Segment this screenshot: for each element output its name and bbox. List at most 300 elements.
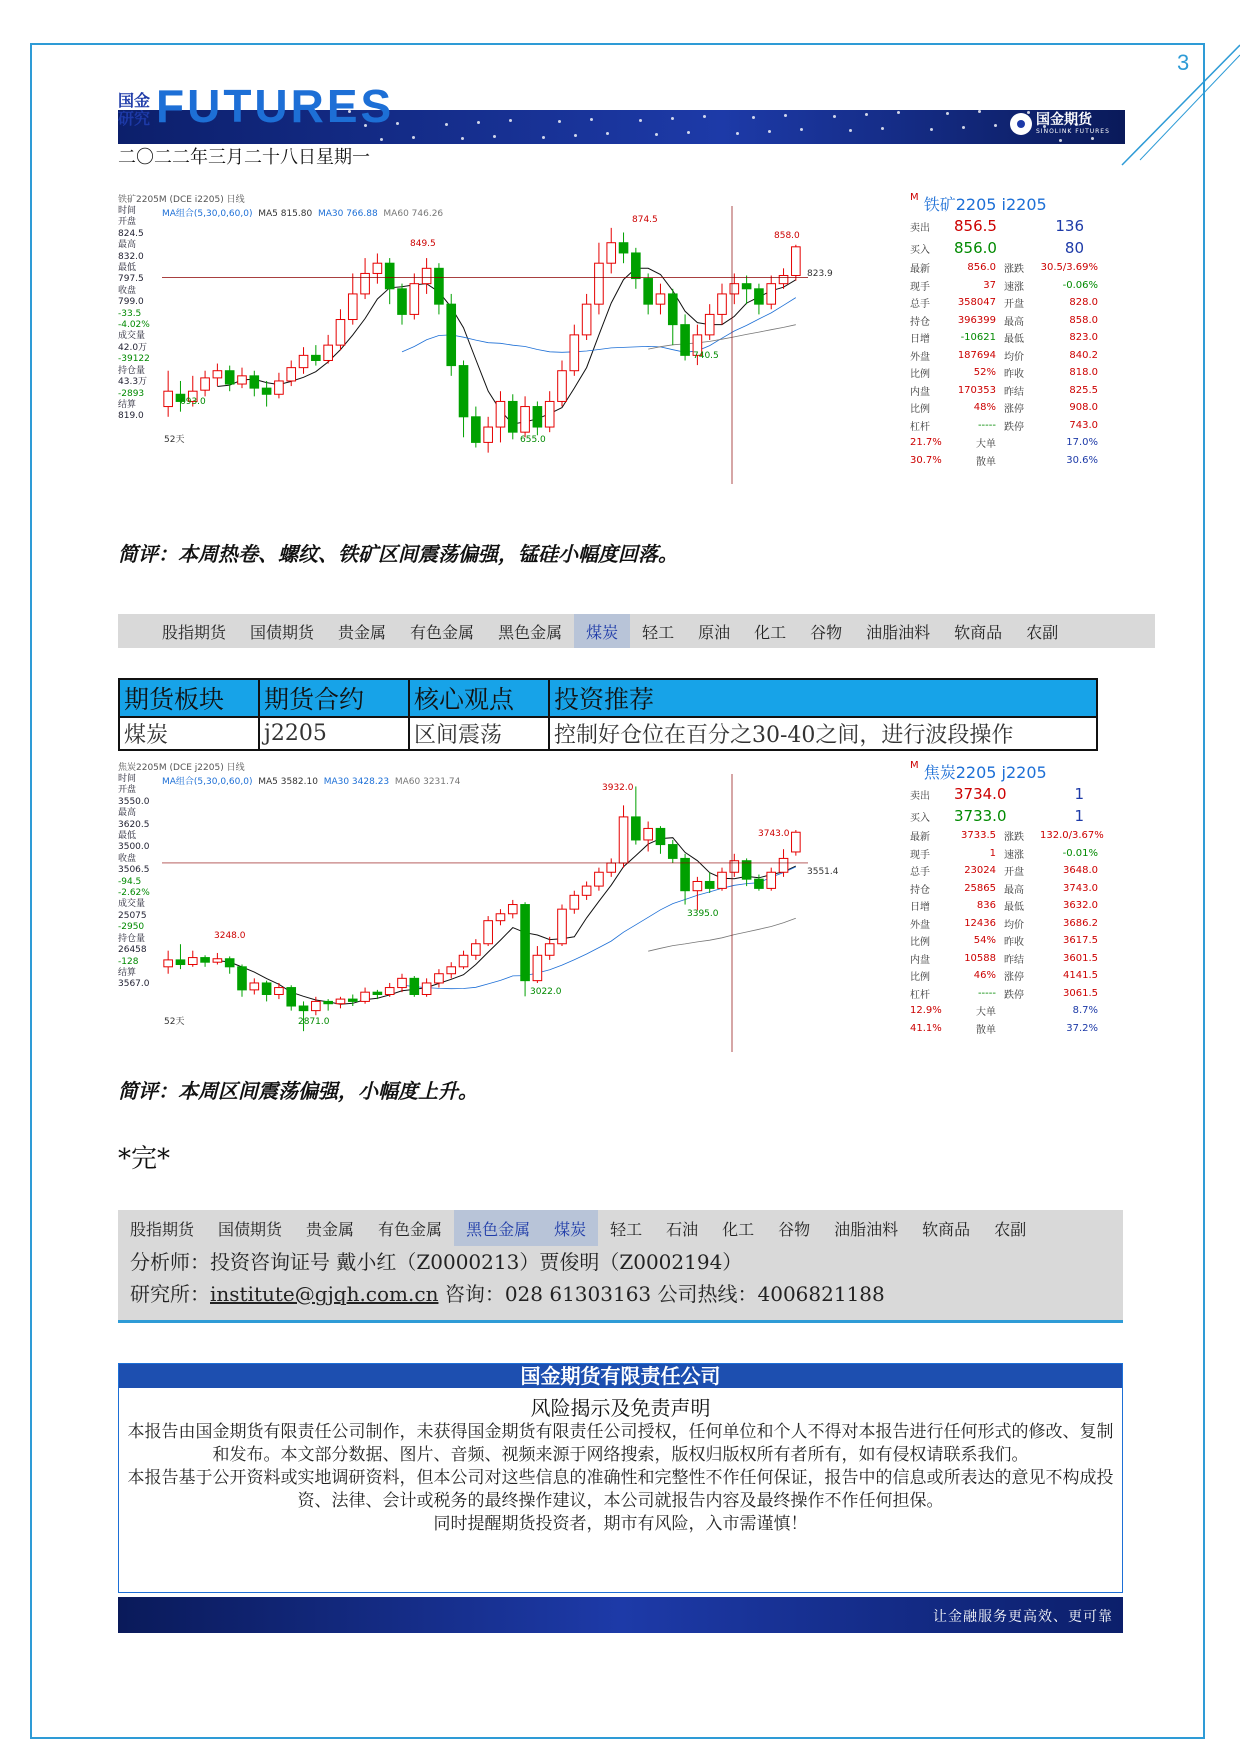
candle bbox=[533, 401, 542, 435]
candle bbox=[398, 284, 407, 325]
candle bbox=[324, 335, 333, 364]
candle bbox=[238, 368, 247, 388]
star-dot bbox=[849, 129, 852, 132]
sector-tabbar-2 bbox=[118, 1210, 1123, 1246]
quote-label: 买入 bbox=[910, 244, 930, 256]
stat-value: ----- bbox=[977, 419, 996, 431]
table-cell: 区间震荡 bbox=[409, 717, 549, 750]
candle bbox=[275, 983, 284, 999]
candle bbox=[250, 978, 259, 994]
quote-label: 买入 bbox=[910, 812, 930, 824]
tab-12[interactable]: 农副 bbox=[994, 1219, 1027, 1239]
candle bbox=[472, 407, 481, 448]
stat-value: 187694 bbox=[957, 349, 996, 361]
candle bbox=[459, 951, 468, 969]
candle bbox=[435, 263, 444, 314]
ohlc-value: 结算 bbox=[118, 967, 137, 978]
order-flow-row bbox=[910, 452, 1102, 470]
candle bbox=[792, 245, 801, 281]
stat-value: 825.5 bbox=[1069, 384, 1098, 396]
chart-label: 3743.0 bbox=[758, 829, 790, 839]
tab-9[interactable]: 谷物 bbox=[778, 1219, 811, 1239]
tab-6[interactable]: 轻工 bbox=[610, 1219, 643, 1239]
candle bbox=[422, 978, 431, 996]
stat-value: 743.0 bbox=[1069, 419, 1098, 431]
stat-label: 日增 bbox=[910, 902, 930, 914]
star-dot bbox=[768, 130, 771, 133]
candle bbox=[312, 345, 321, 365]
candle bbox=[324, 999, 333, 1011]
star-dot bbox=[994, 124, 997, 127]
candle bbox=[508, 900, 517, 918]
page-number: 3 bbox=[1177, 50, 1190, 75]
star-dot bbox=[703, 115, 706, 118]
ohlc-value: 最高 bbox=[118, 240, 137, 251]
quote-stat-row bbox=[910, 862, 1102, 880]
candle bbox=[619, 805, 628, 867]
disclaimer-p2: 本报告基于公开资料或实地调研资料，但本公司对这些信息的准确性和完整性不作任何保证，报告中的信息或所表达的意见不构成投资、法律、会计或税务的最终操作建议，本公司就报告内容及最终操作不作任何担保。 bbox=[127, 1468, 1114, 1511]
quote-price: 856.0 bbox=[954, 239, 997, 257]
table-header: 期货板块 bbox=[119, 679, 259, 717]
quote-price: 3734.0 bbox=[954, 785, 1007, 803]
ohlc-value: 819.0 bbox=[118, 411, 144, 422]
logo-cn: 国金 研究 bbox=[118, 91, 151, 128]
candlestick-plot bbox=[162, 206, 1002, 484]
tab-9[interactable]: 谷物 bbox=[810, 622, 843, 642]
stat-label: 比例 bbox=[910, 937, 930, 949]
flow-value: 8.7% bbox=[1072, 1005, 1098, 1017]
ohlc-value: 799.0 bbox=[118, 297, 144, 308]
quote-row bbox=[910, 783, 1102, 805]
stat-label: 外盘 bbox=[910, 919, 930, 931]
ohlc-value: 结算 bbox=[118, 399, 137, 410]
chart-label: 3248.0 bbox=[214, 931, 246, 941]
star-dot bbox=[542, 136, 545, 139]
star-dot bbox=[833, 115, 836, 118]
candle bbox=[595, 868, 604, 891]
stat-value: 3632.0 bbox=[1063, 900, 1098, 912]
chart-label: 3551.4 bbox=[807, 867, 839, 877]
futures-table bbox=[118, 678, 1098, 751]
stat-label: 比例 bbox=[910, 369, 930, 381]
ohlc-value: 最低 bbox=[118, 263, 137, 274]
quote-stat-row bbox=[910, 399, 1102, 417]
quote-volume: 136 bbox=[1055, 217, 1084, 235]
star-dot bbox=[800, 128, 803, 131]
order-flow-row bbox=[910, 1020, 1102, 1038]
ohlc-value: 收盘 bbox=[118, 853, 137, 864]
candle bbox=[533, 946, 542, 983]
stat-value: 856.0 bbox=[967, 262, 996, 274]
order-flow-row bbox=[910, 1002, 1102, 1020]
stat-value: 858.0 bbox=[1069, 314, 1098, 326]
disclaimer-title: 风险揭示及免责声明 bbox=[530, 1396, 711, 1420]
candle bbox=[705, 872, 714, 893]
candle bbox=[275, 373, 284, 399]
quote-panel bbox=[910, 192, 1102, 469]
email-link[interactable]: institute@gjqh.com.cn bbox=[210, 1282, 439, 1306]
bottom-banner bbox=[118, 1597, 1123, 1633]
candle bbox=[373, 253, 382, 283]
stat-label: 均价 bbox=[1004, 919, 1024, 931]
stat-value: 836 bbox=[976, 900, 996, 912]
stat-value: 12436 bbox=[964, 917, 996, 929]
flow-value: 12.9% bbox=[910, 1005, 942, 1017]
candle bbox=[755, 284, 764, 315]
quote-stat-row bbox=[910, 967, 1102, 985]
ohlc-value: -2893 bbox=[118, 388, 145, 399]
candle bbox=[361, 988, 370, 1004]
stat-value: ----- bbox=[977, 987, 996, 999]
candle bbox=[681, 854, 690, 905]
candle bbox=[730, 854, 739, 877]
quote-stat-row bbox=[910, 312, 1102, 330]
star-dot bbox=[881, 127, 884, 130]
flow-value: 30.6% bbox=[1066, 454, 1098, 466]
stat-value: 396399 bbox=[957, 314, 996, 326]
star-dot bbox=[477, 121, 480, 124]
star-dot bbox=[1059, 139, 1062, 142]
chart-label: 823.9 bbox=[807, 269, 833, 279]
candle bbox=[668, 289, 677, 345]
chart-topbar: 焦炭2205M (DCE j2205) 日线 bbox=[118, 763, 245, 773]
candle bbox=[348, 994, 357, 1006]
star-dot bbox=[946, 112, 949, 115]
star-dot bbox=[574, 134, 577, 137]
candle bbox=[718, 868, 727, 891]
disclaimer-p3: 同时提醒期货投资者，期市有风险，入市需谨慎！ bbox=[433, 1514, 808, 1534]
quote-volume: 1 bbox=[1074, 785, 1084, 803]
candle bbox=[422, 258, 431, 294]
stat-label: 内盘 bbox=[910, 954, 930, 966]
ohlc-panel bbox=[118, 206, 160, 423]
candle bbox=[742, 275, 751, 304]
candle bbox=[410, 976, 419, 997]
tab-3[interactable]: 有色金属 bbox=[378, 1219, 443, 1239]
ohlc-panel bbox=[118, 774, 160, 991]
candle bbox=[656, 826, 665, 854]
stat-label: 均价 bbox=[1004, 351, 1024, 363]
disclaimer-box bbox=[118, 1363, 1123, 1593]
candle bbox=[496, 909, 505, 925]
stat-value: 1 bbox=[989, 847, 996, 859]
quote-stat-row bbox=[910, 364, 1102, 382]
ohlc-value: 开盘 bbox=[118, 785, 137, 796]
stat-label: 昨收 bbox=[1004, 937, 1024, 949]
iron-ore-chart bbox=[118, 192, 1102, 484]
tab-10[interactable]: 油脂油料 bbox=[866, 622, 931, 642]
stat-label: 昨收 bbox=[1004, 369, 1024, 381]
tab-12[interactable]: 农副 bbox=[1026, 622, 1059, 642]
candle bbox=[398, 974, 407, 992]
quote-volume: 80 bbox=[1064, 239, 1084, 257]
stat-value: -10621 bbox=[960, 332, 996, 344]
logo-futures: FUTURES bbox=[156, 80, 395, 132]
tab-5[interactable]: 煤炭 bbox=[574, 614, 630, 648]
ohlc-value: 3550.0 bbox=[118, 796, 150, 807]
quote-label: 卖出 bbox=[910, 222, 930, 234]
disclaimer-company: 国金期货有限责任公司 bbox=[119, 1364, 1122, 1388]
star-dot bbox=[752, 116, 755, 119]
table-cell: j2205 bbox=[259, 717, 409, 750]
candle bbox=[188, 951, 197, 967]
candle bbox=[619, 232, 628, 263]
quote-stat-row bbox=[910, 950, 1102, 968]
star-dot bbox=[590, 118, 593, 121]
flow-label: 大单 bbox=[976, 439, 996, 451]
candle bbox=[484, 417, 493, 453]
stat-label: 日增 bbox=[910, 334, 930, 346]
chart-label: 52天 bbox=[164, 1017, 185, 1027]
star-dot bbox=[736, 132, 739, 135]
stat-value: 908.0 bbox=[1069, 402, 1098, 414]
tab-2[interactable]: 贵金属 bbox=[338, 622, 387, 642]
star-dot bbox=[655, 133, 658, 136]
star-dot bbox=[380, 138, 383, 141]
ohlc-value: 26458 bbox=[118, 945, 147, 956]
stat-value: 46% bbox=[973, 970, 996, 982]
stat-value: 3743.0 bbox=[1063, 882, 1098, 894]
star-dot bbox=[897, 111, 900, 114]
stat-label: 内盘 bbox=[910, 386, 930, 398]
star-dot bbox=[396, 122, 399, 125]
stat-value: 828.0 bbox=[1069, 297, 1098, 309]
star-dot bbox=[493, 135, 496, 138]
stat-label: 速涨 bbox=[1004, 849, 1024, 861]
star-dot bbox=[671, 117, 674, 120]
tab-4[interactable]: 黑色金属 bbox=[454, 1210, 542, 1246]
candle bbox=[607, 858, 616, 876]
stat-label: 总手 bbox=[910, 867, 930, 879]
quote-stat-row bbox=[910, 845, 1102, 863]
candlestick-plot bbox=[162, 774, 1002, 1052]
candle bbox=[632, 786, 641, 844]
tab-10[interactable]: 油脂油料 bbox=[834, 1219, 899, 1239]
candle bbox=[632, 248, 641, 289]
stat-value: 132.0/3.67% bbox=[1040, 830, 1104, 842]
candle bbox=[164, 371, 173, 417]
stat-label: 现手 bbox=[910, 281, 930, 293]
ohlc-value: 成交量 bbox=[118, 331, 146, 342]
star-dot bbox=[509, 119, 512, 122]
instrument-name: 铁矿2205 bbox=[923, 195, 997, 214]
table-header: 期货合约 bbox=[259, 679, 409, 717]
candle bbox=[287, 985, 296, 1010]
stat-label: 涨停 bbox=[1004, 972, 1024, 984]
candle bbox=[361, 258, 370, 299]
quote-title: $^M$ 焦炭2205 j2205 bbox=[910, 760, 1047, 782]
stat-label: 最高 bbox=[1004, 884, 1024, 896]
stat-label: 比例 bbox=[910, 404, 930, 416]
star-dot bbox=[687, 131, 690, 134]
chart-label: 2871.0 bbox=[298, 1017, 330, 1027]
chart-label: 740.5 bbox=[693, 351, 719, 361]
stat-label: 昨结 bbox=[1004, 954, 1024, 966]
candle bbox=[225, 956, 234, 973]
candle bbox=[521, 902, 530, 996]
candle bbox=[262, 381, 271, 407]
corner-decoration bbox=[1110, 40, 1240, 170]
flow-label: 大单 bbox=[976, 1007, 996, 1019]
stat-label: 跌停 bbox=[1004, 989, 1024, 1001]
candle bbox=[385, 983, 394, 997]
candle bbox=[767, 275, 776, 309]
ohlc-value: 最高 bbox=[118, 808, 137, 819]
stat-label: 持仓 bbox=[910, 316, 930, 328]
tab-6[interactable]: 轻工 bbox=[642, 622, 675, 642]
stat-label: 比例 bbox=[910, 972, 930, 984]
chart-label: 693.0 bbox=[180, 397, 206, 407]
candle bbox=[472, 939, 481, 960]
tab-11[interactable]: 软商品 bbox=[954, 622, 1003, 642]
star-dot bbox=[978, 110, 981, 113]
stat-value: 25865 bbox=[964, 882, 996, 894]
stat-value: 3733.5 bbox=[961, 830, 996, 842]
candle bbox=[447, 962, 456, 978]
ohlc-value: 3567.0 bbox=[118, 979, 150, 990]
candle bbox=[582, 881, 591, 899]
stat-value: 3617.5 bbox=[1063, 935, 1098, 947]
stat-value: 10588 bbox=[964, 952, 996, 964]
candle bbox=[508, 394, 517, 439]
ohlc-value: 42.0万 bbox=[118, 342, 148, 353]
stat-label: 最新 bbox=[910, 832, 930, 844]
candle bbox=[238, 965, 247, 997]
ohlc-value: 持仓量 bbox=[118, 365, 146, 376]
chart-label: 858.0 bbox=[774, 231, 800, 241]
candle bbox=[201, 371, 210, 397]
stat-label: 最低 bbox=[1004, 902, 1024, 914]
ohlc-value: 持仓量 bbox=[118, 933, 146, 944]
stat-label: 跌停 bbox=[1004, 421, 1024, 433]
candle bbox=[213, 364, 222, 387]
star-dot bbox=[784, 114, 787, 117]
stat-label: 开盘 bbox=[1004, 867, 1024, 879]
candle bbox=[336, 997, 345, 1009]
table-header: 投资推荐 bbox=[549, 679, 1097, 717]
ohlc-value: 开盘 bbox=[118, 217, 137, 228]
quote-stat-row bbox=[910, 417, 1102, 435]
candle bbox=[767, 868, 776, 891]
stat-label: 持仓 bbox=[910, 884, 930, 896]
tab-8[interactable]: 化工 bbox=[754, 622, 787, 642]
stat-value: 23024 bbox=[964, 865, 996, 877]
quote-stat-row bbox=[910, 985, 1102, 1003]
stat-value: 54% bbox=[973, 935, 996, 947]
tab-0[interactable]: 股指期货 bbox=[162, 622, 227, 642]
ohlc-value: 3506.5 bbox=[118, 865, 150, 876]
candle bbox=[410, 273, 419, 319]
stat-label: 开盘 bbox=[1004, 299, 1024, 311]
candle bbox=[693, 877, 702, 910]
tab-1[interactable]: 国债期货 bbox=[250, 622, 315, 642]
star-dot bbox=[1091, 137, 1094, 140]
stat-value: 3601.5 bbox=[1063, 952, 1098, 964]
quote-stat-row bbox=[910, 347, 1102, 365]
tab-7[interactable]: 石油 bbox=[666, 1219, 699, 1239]
candle bbox=[656, 284, 665, 315]
candle bbox=[459, 360, 468, 437]
quote-stat-row bbox=[910, 277, 1102, 295]
table-cell: 控制好仓位在百分之30-40之间，进行波段操作 bbox=[549, 717, 1097, 750]
quote-row bbox=[910, 237, 1102, 259]
quote-stat-row bbox=[910, 880, 1102, 898]
instrument-code: j2205 bbox=[996, 763, 1047, 782]
chart-label: 52天 bbox=[164, 435, 185, 445]
stat-value: 823.0 bbox=[1069, 332, 1098, 344]
tab-8[interactable]: 化工 bbox=[722, 1219, 755, 1239]
star-dot bbox=[865, 113, 868, 116]
analyst-line: 分析师：投资咨询证号 戴小红（Z0000213）贾俊明（Z0002194） bbox=[130, 1250, 743, 1274]
ohlc-value: 832.0 bbox=[118, 251, 144, 262]
candle bbox=[484, 916, 493, 946]
ohlc-value: 最低 bbox=[118, 831, 137, 842]
report-date: 二〇二二年三月二十八日星期一 bbox=[118, 147, 370, 168]
candle bbox=[595, 243, 604, 315]
stat-value: 48% bbox=[973, 402, 996, 414]
tab-7[interactable]: 原油 bbox=[698, 622, 731, 642]
institute-line: 研究所：institute@gjqh.com.cn 咨询：028 61303163 公司热线：4006821188 bbox=[130, 1282, 885, 1306]
comment-1: 简评：本周热卷、螺纹、铁矿区间震荡偏强，锰硅小幅度回落。 bbox=[118, 542, 678, 566]
star-dot bbox=[558, 120, 561, 123]
candle bbox=[213, 953, 222, 965]
stat-label: 杠杆 bbox=[910, 989, 930, 1001]
stat-value: 4141.5 bbox=[1063, 970, 1098, 982]
candle bbox=[644, 273, 653, 314]
star-dot bbox=[461, 137, 464, 140]
candle bbox=[681, 314, 690, 360]
candle bbox=[299, 347, 308, 374]
tab-3[interactable]: 有色金属 bbox=[410, 622, 475, 642]
stat-label: 涨跌 bbox=[1004, 832, 1024, 844]
ohlc-value: -4.02% bbox=[118, 320, 150, 331]
chart-label: 3022.0 bbox=[530, 987, 562, 997]
quote-stat-row bbox=[910, 827, 1102, 845]
tab-4[interactable]: 黑色金属 bbox=[498, 622, 563, 642]
candle bbox=[570, 891, 579, 914]
stat-value: 3648.0 bbox=[1063, 865, 1098, 877]
ohlc-value: -33.5 bbox=[118, 308, 142, 319]
candle bbox=[668, 840, 677, 863]
candle bbox=[718, 284, 727, 325]
ohlc-value: 时间 bbox=[118, 206, 137, 216]
stat-value: 358047 bbox=[957, 297, 996, 309]
tab-0[interactable]: 股指期货 bbox=[130, 1219, 195, 1239]
candle bbox=[250, 371, 259, 397]
ohlc-value: 797.5 bbox=[118, 274, 144, 285]
ohlc-value: 3620.5 bbox=[118, 819, 150, 830]
star-dot bbox=[606, 132, 609, 135]
tab-11[interactable]: 软商品 bbox=[922, 1219, 971, 1239]
flow-value: 37.2% bbox=[1066, 1022, 1098, 1034]
quote-row bbox=[910, 805, 1102, 827]
end-mark: *完* bbox=[118, 1144, 171, 1174]
candle bbox=[570, 325, 579, 376]
chart-label: 3395.0 bbox=[687, 909, 719, 919]
candle bbox=[176, 944, 185, 969]
coke-chart bbox=[118, 760, 1102, 1052]
candle bbox=[164, 951, 173, 974]
tab-2[interactable]: 贵金属 bbox=[306, 1219, 355, 1239]
candle bbox=[225, 366, 234, 392]
star-dot bbox=[445, 123, 448, 126]
stat-label: 最新 bbox=[910, 264, 930, 276]
flow-value: 41.1% bbox=[910, 1022, 942, 1034]
ohlc-value: -128 bbox=[118, 956, 139, 967]
tab-5[interactable]: 煤炭 bbox=[542, 1210, 598, 1246]
tab-1[interactable]: 国债期货 bbox=[218, 1219, 283, 1239]
table-cell: 煤炭 bbox=[119, 717, 259, 750]
